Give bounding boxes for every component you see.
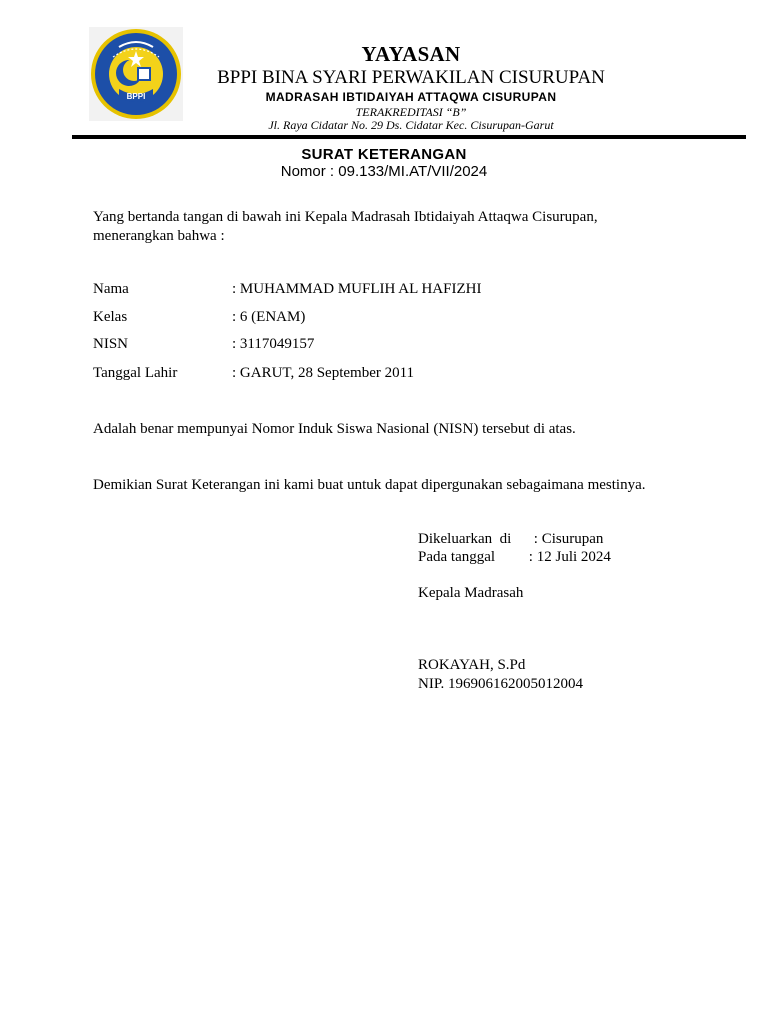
- issued-date: Pada tanggal : 12 Juli 2024: [418, 549, 611, 565]
- letterhead-foundation: YAYASAN: [361, 42, 461, 66]
- field-label-class: Kelas: [93, 309, 128, 325]
- letterhead-accreditation: TERAKREDITASI “B”: [355, 105, 467, 119]
- school-emblem-icon: [89, 27, 183, 121]
- school-logo: [89, 27, 183, 121]
- signatory-position: Kepala Madrasah: [418, 585, 524, 601]
- field-label-nisn: NISN: [93, 336, 129, 352]
- field-label-name: Nama: [93, 281, 129, 297]
- field-label-birth: Tanggal Lahir: [93, 365, 178, 381]
- letterhead-divider: [72, 135, 746, 139]
- signatory-nip: NIP. 196906162005012004: [418, 676, 584, 692]
- field-value-birth: : GARUT, 28 September 2011: [232, 365, 415, 381]
- intro-line-1: Yang bertanda tangan di bawah ini Kepala Madrasah Ibtidaiyah Attaqwa Cisurupan,: [93, 209, 598, 225]
- logo-text: BPPI: [126, 92, 146, 101]
- issued-location: Dikeluarkan di : Cisurupan: [418, 531, 604, 547]
- document-number: Nomor : 09.133/MI.AT/VII/2024: [280, 163, 488, 180]
- closing-paragraph: Demikian Surat Keterangan ini kami buat untuk dapat dipergunakan sebagaimana mestinya.: [93, 477, 646, 493]
- letterhead-school-name: MADRASAH IBTIDAIYAH ATTAQWA CISURUPAN: [265, 90, 557, 104]
- signatory-name: ROKAYAH, S.Pd: [418, 657, 526, 673]
- field-value-nisn: : 3117049157: [232, 336, 315, 352]
- field-value-class: : 6 (ENAM): [232, 309, 306, 325]
- document-title: SURAT KETERANGAN: [301, 146, 467, 163]
- intro-line-2: menerangkan bahwa :: [93, 228, 225, 244]
- letterhead-organization: BPPI BINA SYARI PERWAKILAN CISURUPAN: [217, 67, 605, 88]
- letterhead-address: Jl. Raya Cidatar No. 29 Ds. Cidatar Kec. Cisurupan-Garut: [268, 118, 554, 132]
- statement-paragraph: Adalah benar mempunyai Nomor Induk Siswa Nasional (NISN) tersebut di atas.: [93, 421, 576, 437]
- field-value-name: : MUHAMMAD MUFLIH AL HAFIZHI: [232, 281, 482, 297]
